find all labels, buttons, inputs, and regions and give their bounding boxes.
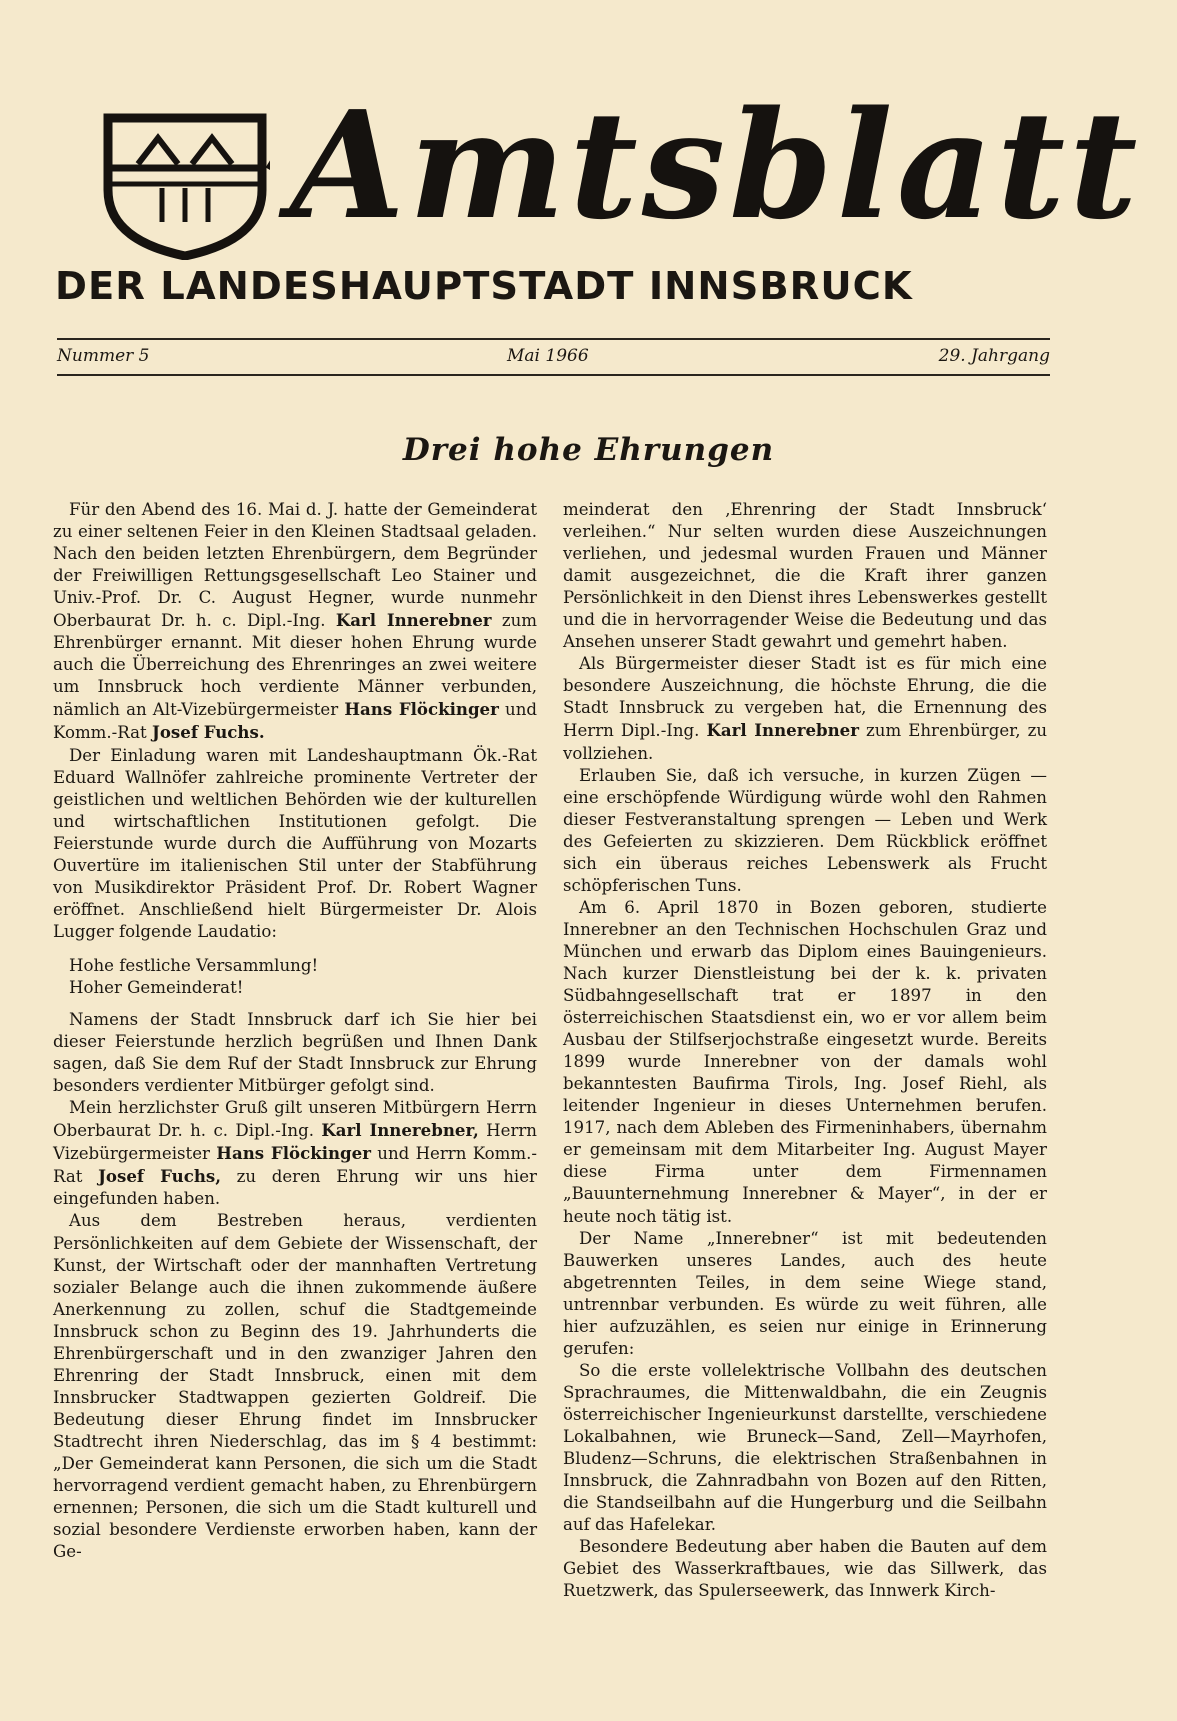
article-column-right [563, 499, 1047, 1602]
masthead-subtitle: DER LANDESHAUPTSTADT INNSBRUCK [55, 264, 913, 309]
name-highlight: Hans Flöckinger [216, 1143, 371, 1164]
name-highlight: Karl Innerebner [706, 720, 859, 741]
paragraph: Für den Abend des 16. Mai d. J. hatte der Gemeinderat zu einer seltenen Feier in den Kleinen Stadtsaal geladen. Nach den beiden letzten Ehrenbürgern, dem Begründer der Freiwilligen Rettungsgesellschaft Leo Stainer und Univ.-Prof. Dr. C. August Hegner, wurde nunmehr Oberbaurat Dr. h. c. Dipl.-Ing. Karl Innerebner zum Ehrenbürger ernannt. Mit dieser hohen Ehrung wurde auch die Überreichung des Ehrenringes an zwei weitere um Innsbruck hoch verdiente Männer verbunden, nämlich an Alt-Vizebürgermeister Hans Flöckinger und Komm.-Rat Josef Fuchs. [53, 500, 538, 743]
paragraph: Erlauben Sie, daß ich versuche, in kurzen Zügen — eine erschöpfende Würdigung würde wohl den Rahmen dieser Festveranstaltung sprengen — Leben und Werk des Gefeierten zu skizzieren. Dem Rückblick eröffnet sich ein überaus reiches Lebenswerk als Frucht schöpferischen Tuns. [563, 765, 1047, 895]
paragraph: So die erste vollelektrische Vollbahn des deutschen Sprachraumes, die Mittenwaldbahn, die ein Zeugnis österreichischer Ingenieurkunst darstellte, verschiedene Lokalbahnen, wie Bruneck—Sand, Zell—Mayrhofen, Bludenz—Schruns, die elektrischen Straßenbahnen in Innsbruck, die Zahnradbahn von Bozen auf den Ritten, die Standseilbahn auf die Hungerburg und die Seilbahn auf das Hafelekar. [563, 1360, 1047, 1535]
name-highlight: Josef Fuchs. [152, 722, 265, 743]
innsbruck-bridge-crest-icon [100, 110, 270, 260]
paragraph: Am 6. April 1870 in Bozen geboren, studierte Innerebner an den Technischen Hochschulen Graz und München und erwarb das Diplom eines Bauingenieurs. Nach kurzer Dienstleistung bei der k. k. privaten Südbahngesellschaft trat er 1897 in den österreichischen Staatsdienst ein, wo er vor allem beim Ausbau der Stilfserjochstraße eingesetzt wurde. Bereits 1899 wurde Innerebner von der damals wohl bekanntesten Baufirma Tirols, Ing. Josef Riehl, als leitender Ingenieur in dieses Unternehmen berufen. 1917, nach dem Ableben des Firmeninhabers, übernahm er gemeinsam mit dem Mitarbeiter Ing. August Mayer diese Firma unter dem Firmennamen „Bauunternehmung Innerebner & Mayer“, in der er heute noch tätig ist. [563, 897, 1047, 1226]
paragraph: Besondere Bedeutung aber haben die Bauten auf dem Gebiet des Wasserkraftbaues, wie das Sillwerk, das Ruetzwerk, das Spulerseewerk, das Innwerk Kirch- [563, 1537, 1047, 1601]
header-rule-top [57, 338, 1050, 340]
issue-date: Mai 1966 [507, 346, 589, 366]
name-highlight: Karl Innerebner [335, 610, 492, 631]
article-headline: Drei hohe Ehrungen [402, 432, 775, 468]
name-highlight: Josef Fuchs, [98, 1166, 222, 1187]
salutation: Hohe festliche Versammlung! Hoher Gemeinderat! [69, 955, 319, 997]
name-highlight: Karl Innerebner, [321, 1120, 479, 1141]
article-column-left [53, 499, 537, 1563]
name-highlight: Hans Flöckinger [344, 699, 499, 720]
issue-bar [57, 344, 1050, 370]
issue-volume: 29. Jahrgang [938, 346, 1050, 366]
paragraph: Mein herzlichster Gruß gilt unseren Mitbürgern Herrn Oberbaurat Dr. h. c. Dipl.-Ing. Karl Innerebner, Herrn Vizebürgermeister Hans Flöckinger und Herrn Komm.-Rat Josef Fuchs, zu deren Ehrung wir uns hier eingefunden haben. [53, 1098, 538, 1209]
paragraph: Der Einladung waren mit Landeshauptmann Ök.-Rat Eduard Wallnöfer zahlreiche prominente Vertreter der geistlichen und weltlichen Behörden wie der kulturellen und wirtschaftlichen Institutionen gefolgt. Die Feierstunde wurde durch die Aufführung von Mozarts Ouvertüre im italienischen Stil unter der Stabführung von Musikdirektor Präsident Prof. Dr. Robert Wagner eröffnet. Anschließend hielt Bürgermeister Dr. Alois Lugger folgende Laudatio: [53, 745, 537, 941]
paragraph: meinderat den ‚Ehrenring der Stadt Innsbruck‘ verleihen.“ Nur selten wurden diese Auszeichnungen verliehen, und jedesmal wurden Frauen und Männer damit ausgezeichnet, die die Kraft ihrer ganzen Persönlichkeit in den Dienst ihres Lebenswerkes gestellt und die in hervorragender Weise die Bedeutung und das Ansehen unserer Stadt gewahrt und gemehrt haben. [563, 500, 1047, 652]
paragraph: Als Bürgermeister dieser Stadt ist es für mich eine besondere Auszeichnung, die höchste Ehrung, die die Stadt Innsbruck zu vergeben hat, die Ernennung des Herrn Dipl.-Ing. Karl Innerebner zum Ehrenbürger, zu vollziehen. [563, 654, 1048, 763]
paragraph: Aus dem Bestreben heraus, verdienten Persönlichkeiten auf dem Gebiete der Wissenschaft, der Kunst, der Wirtschaft oder der mannhaften Vertretung sozialer Belange auch die ihnen zukommende äußere Anerkennung zu zollen, schuf die Stadtgemeinde Innsbruck schon zu Beginn des 19. Jahrhunderts die Ehrenbürgerschaft und in den zwanziger Jahren den Ehrenring der Stadt Innsbruck, einen mit dem Innsbrucker Stadtwappen gezierten Goldreif. Die Bedeutung dieser Ehrung findet im Innsbrucker Stadtrecht ihren Niederschlag, das im § 4 bestimmt: „Der Gemeinderat kann Personen, die sich um die Stadt hervorragend verdient gemacht haben, zu Ehrenbürgern ernennen; Personen, die sich um die Stadt kulturell und sozial besondere Verdienste erworben haben, kann der Ge- [53, 1211, 537, 1562]
paragraph: Der Name „Innerebner“ ist mit bedeutenden Bauwerken unseres Landes, auch des heute abgetrennten Teiles, in dem seine Wiege stand, untrennbar verbunden. Es würde zu weit führen, alle hier aufzuzählen, es seien nur einige in Erinnerung gerufen: [563, 1228, 1047, 1358]
masthead [100, 70, 1142, 270]
header-rule-bottom [57, 374, 1050, 376]
masthead-title: Amtsblatt [290, 78, 1142, 252]
issue-number: Nummer 5 [57, 346, 150, 366]
paragraph: Namens der Stadt Innsbruck darf ich Sie hier bei dieser Feierstunde herzlich begrüßen und Ihnen Dank sagen, daß Sie dem Ruf der Stadt Innsbruck zur Ehrung besonders verdienter Mitbürger gefolgt sind. [53, 1010, 537, 1096]
